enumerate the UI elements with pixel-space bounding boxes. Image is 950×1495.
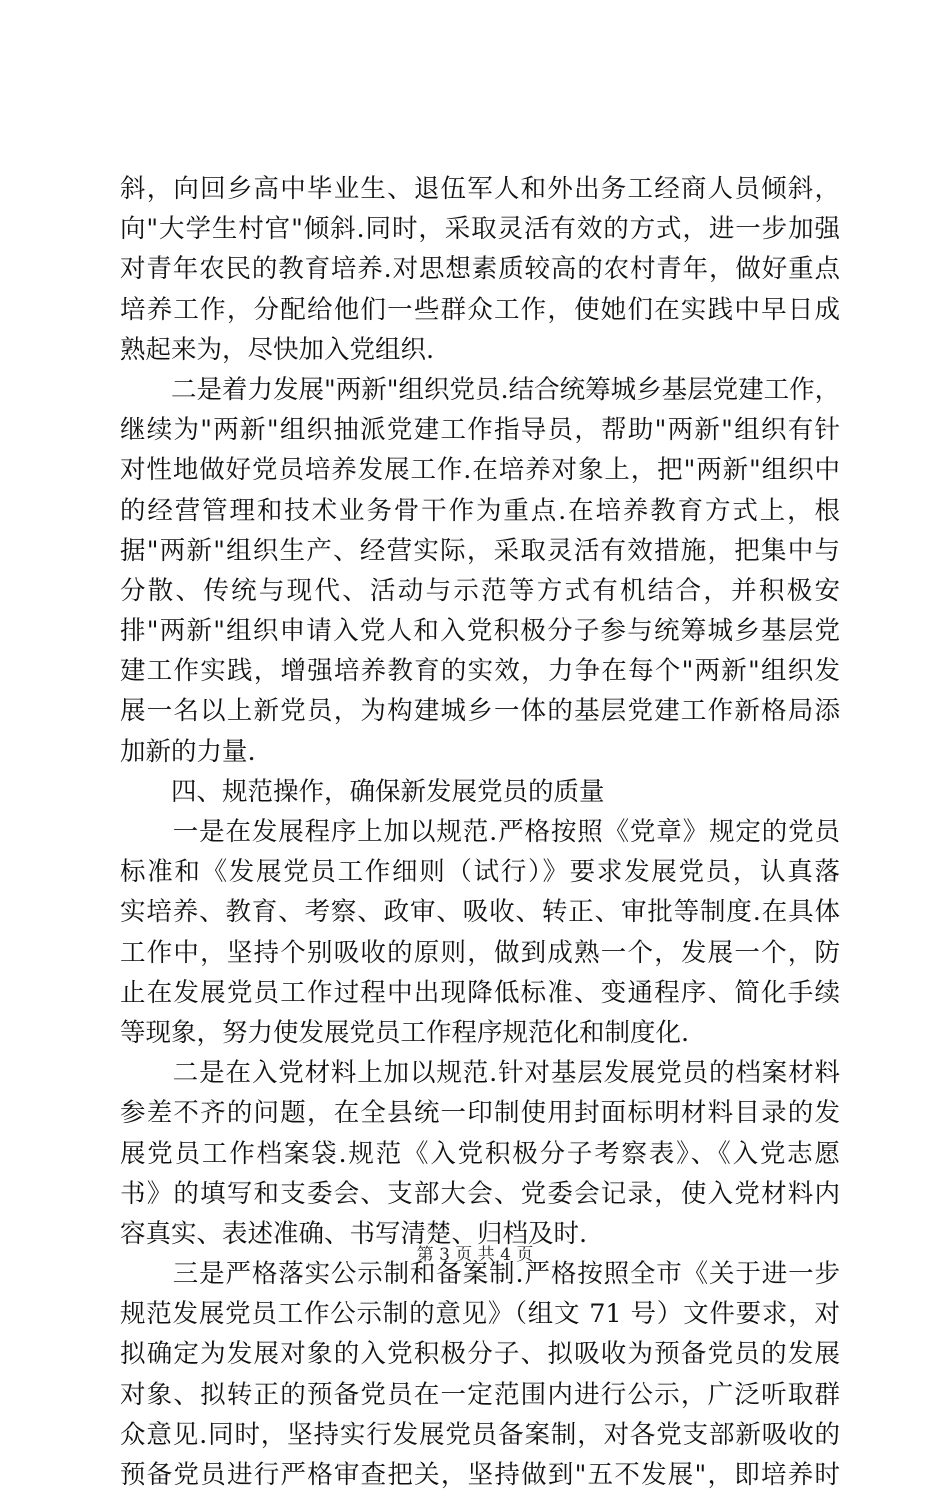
text-line: 的经营管理和技术业务骨干作为重点.在培养教育方式上，根	[120, 495, 840, 526]
document-body	[120, 169, 840, 1495]
text-line: 培养工作，分配给他们一些群众工作，使她们在实践中早日成	[120, 294, 840, 325]
text-line: 二是在入党材料上加以规范.针对基层发展党员的档案材料	[120, 1058, 840, 1089]
text-line: 拟确定为发展对象的入党积极分子、拟吸收为预备党员的发展	[120, 1339, 840, 1370]
text-line: 斜，向回乡高中毕业生、退伍军人和外出务工经商人员倾斜，	[120, 174, 840, 204]
text-line: 加新的力量.	[120, 736, 256, 767]
text-line: 三是严格落实公示制和备案制.严格按照全市《关于进一步	[120, 1259, 840, 1290]
text-line: 众意见.同时，坚持实行发展党员备案制，对各党支部新吸收的	[120, 1419, 840, 1450]
text-line: 分散、传统与现代、活动与示范等方式有机结合，并积极安	[120, 575, 840, 606]
text-line: 熟起来为，尽快加入党组织.	[120, 334, 435, 365]
text-line: 对青年农民的教育培养.对思想素质较高的农村青年，做好重点	[120, 254, 840, 285]
text-line: 展一名以上新党员，为构建城乡一体的基层党建工作新格局添	[120, 696, 840, 727]
text-line: 展党员工作档案袋.规范《入党积极分子考察表》、《入党志愿	[120, 1138, 840, 1169]
text-line: 标准和《发展党员工作细则（试行）》要求发展党员，认真落	[120, 857, 840, 888]
text-line: 对性地做好党员培养发展工作.在培养对象上，把"两新"组织中	[120, 455, 840, 486]
text-line: 规范发展党员工作公示制的意见》（组文 71 号）文件要求，对	[120, 1299, 840, 1330]
text-line: 实培养、教育、考察、政审、吸收、转正、审批等制度.在具体	[120, 897, 840, 928]
text-line: 向"大学生村官"倾斜.同时，采取灵活有效的方式，进一步加强	[120, 214, 840, 245]
text-line: 四、规范操作，确保新发展党员的质量	[120, 776, 605, 807]
text-line: 等现象，努力使发展党员工作程序规范化和制度化.	[120, 1017, 690, 1048]
text-line: 继续为"两新"组织抽派党建工作指导员，帮助"两新"组织有针	[120, 415, 840, 446]
page-number-footer: 第 3 页 共 4 页	[416, 1245, 534, 1265]
text-line: 容真实、表述准确、书写清楚、归档及时.	[120, 1218, 588, 1249]
text-line: 对象、拟转正的预备党员在一定范围内进行公示，广泛听取群	[120, 1379, 840, 1410]
text-line: 预备党员进行严格审查把关，坚持做到"五不发展"，即培养时	[120, 1460, 840, 1490]
text-line: 建工作实践，增强培养教育的实效，力争在每个"两新"组织发	[120, 656, 840, 687]
text-line: 工作中，坚持个别吸收的原则，做到成熟一个，发展一个，防	[120, 937, 840, 968]
text-line: 二是着力发展"两新"组织党员.结合统筹城乡基层党建工作，	[120, 374, 841, 405]
text-line: 排"两新"组织申请入党人和入党积极分子参与统筹城乡基层党	[120, 616, 840, 647]
text-line: 参差不齐的问题，在全县统一印制使用封面标明材料目录的发	[120, 1098, 840, 1129]
text-line: 书》的填写和支委会、支部大会、党委会记录，使入党材料内	[120, 1178, 840, 1209]
text-line: 据"两新"组织生产、经营实际，采取灵活有效措施，把集中与	[120, 535, 840, 566]
text-line: 止在发展党员工作过程中出现降低标准、变通程序、简化手续	[120, 977, 840, 1008]
text-line: 一是在发展程序上加以规范.严格按照《党章》规定的党员	[120, 817, 840, 847]
